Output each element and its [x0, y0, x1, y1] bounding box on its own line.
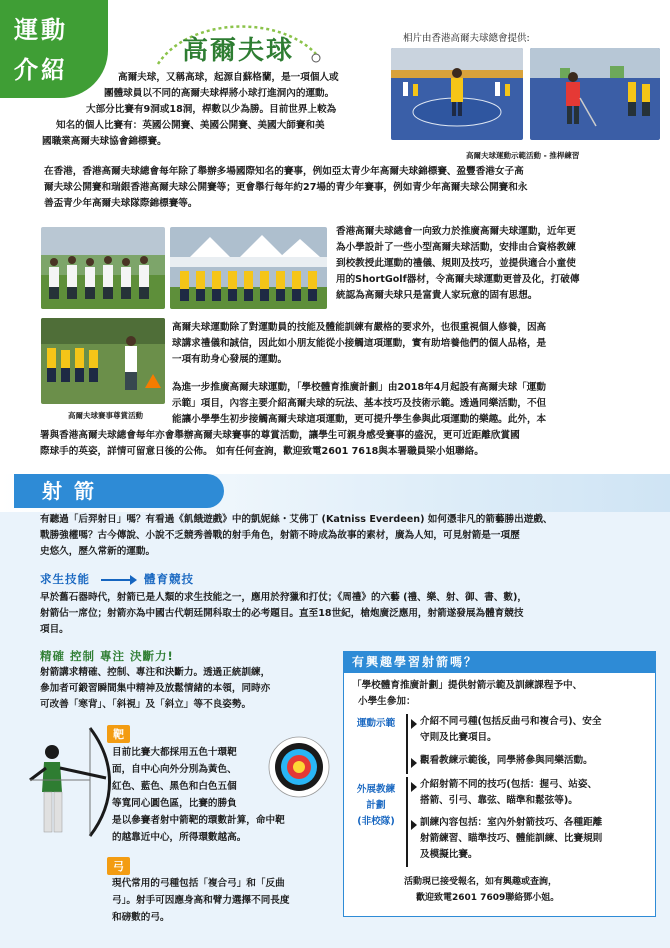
demo-label: 運動示範 — [356, 718, 396, 729]
golf-scheme-line-2: 示範」項目，內容主要介紹高爾夫球的玩法、基本技巧及技術示範。透過同樂活動，不但 — [172, 398, 547, 409]
golf-putting-photo-2 — [530, 48, 660, 140]
course-item2-line-3: 及模擬比賽。 — [420, 849, 478, 860]
bullet-arrow-icon — [411, 758, 417, 768]
survival-line-1: 早於舊石器時代，射箭已是人類的求生技能之一，應用於狩獵和打仗；《周禮》的六藝 (禮、樂、射、御、書、數)， — [40, 592, 527, 603]
golf-intro-line-4: 知名的個人比賽有：英國公開賽、美國公開賽、美國大師賽和美 — [56, 120, 325, 131]
demo-item-2: 觀看教練示範後，同學將參與同樂活動。 — [420, 755, 593, 766]
section-badge — [0, 0, 108, 98]
golf-promote-line-1: 香港高爾夫球總會一向致力於推廣高爾夫球運動，近年更 — [336, 226, 576, 237]
archery-target-icon — [268, 736, 330, 798]
golf-putting-photo-1 — [391, 48, 523, 140]
course-item-line-1: 介紹射箭不同的技巧(包括：握弓、站姿、 — [420, 779, 598, 790]
golf-scheme-line-1: 為進一步推廣高爾夫球運動，「學校體育推廣計劃」由2018年4月起設有高爾夫球「運動 — [172, 382, 546, 393]
course-bar — [406, 777, 408, 867]
golf-scheme-line-5: 際球手的英姿，詳情可留意日後的公佈。 如有任何查詢，歡迎致電2601 7618與本署職員梁小姐聯絡。 — [40, 446, 484, 457]
golf-promote-line-5: 統認為高爾夫球只是富貴人家玩意的固有思想。 — [336, 290, 538, 301]
photo-credit: 相片由香港高爾夫球總會提供: — [403, 33, 530, 44]
course-item-line-2: 搭箭、引弓、靠弦、瞄準和鬆弦等)。 — [420, 795, 578, 806]
course-label-line-1: 外展教練 — [356, 784, 396, 795]
golf-promote-line-3: 到校教授此運動的禮儀、規則及技巧，並提供適合小童使 — [336, 258, 576, 269]
skills-line-3: 可改善「寒背」、「斜視」及「斜立」等不良姿勢。 — [40, 699, 252, 710]
course-label-line-2: 計劃 — [366, 800, 386, 811]
bow-tag: 弓 — [107, 857, 130, 875]
target-line-6: 的越靠近中心，所得環數越高。 — [112, 832, 247, 843]
golf-promote-line-4: 用的ShortGolf器材，令高爾夫球運動更普及化，打破傳 — [336, 274, 580, 285]
archery-intro-line-2: 戰勝強權嗎？古今傳說、小說不乏競秀善戰的射手角色，射箭不時成為故事的素材，廣為人知，可見射箭是一項歷 — [40, 530, 520, 541]
golf-intro-line-3: 大部分比賽有9洞或18洞，桿數以少為勝。目前世界上較為 — [86, 104, 337, 115]
golf-scheme-line-3: 能讓小學學生初步接觸高爾夫球這項運動，更可提升學生參與此項運動的樂趣。此外，本 — [172, 414, 547, 425]
golf-title: 高爾夫球 — [182, 36, 295, 66]
golf-intro-line-5: 國職業高爾夫球協會錦標賽。 — [42, 136, 167, 147]
survival-heading-b: 體育競技 — [144, 572, 195, 586]
skills-line-2: 參加者可鍛習瞬間集中精神及放鬆情緒的本領，同時亦 — [40, 683, 271, 694]
interest-footer-line-1: 活動現已接受報名，如有興趣或查詢， — [404, 877, 558, 887]
survival-line-2: 射箭佔一席位；射箭亦為中國古代朝廷開科取士的必考題目。直至18世紀，槍炮廣泛應用，射箭遂發展為體育競技 — [40, 608, 524, 619]
golf-group-photo-1 — [41, 227, 165, 309]
golf-group-photo-2 — [170, 227, 327, 309]
course-item2-line-1: 訓練內容包括：室內外射箭技巧、各種距離 — [420, 817, 603, 828]
golf-etiquette-line-3: 一項有助身心發展的運動。 — [172, 354, 288, 365]
survival-heading — [40, 571, 194, 587]
target-line-1: 目前比賽大都採用五色十環靶 — [112, 747, 237, 758]
course-label-line-3: (非校隊) — [357, 816, 395, 827]
bow-line-3: 和磅數的弓。 — [112, 912, 170, 923]
interest-intro-line-1: 「學校體育推廣計劃」提供射箭示範及訓練課程予中、 — [352, 680, 583, 691]
target-tag: 靶 — [107, 725, 130, 743]
survival-heading-a: 求生技能 — [40, 572, 90, 586]
interest-box-heading: 有興趣學習射箭嗎？ — [344, 652, 655, 673]
arrow-right-icon — [101, 579, 135, 581]
badge-line2: 介紹 — [14, 56, 68, 84]
badge-line1: 運動 — [14, 16, 68, 44]
target-line-5: 是以參賽者射中箭靶的環數計算，命中靶 — [112, 815, 285, 826]
golf-respect-photo — [41, 318, 165, 404]
archery-title: 射箭 — [14, 474, 224, 508]
golf-intro-line-1: 高爾夫球，又稱高球，起源自蘇格蘭，是一項個人或 — [118, 72, 339, 83]
bow-line-1: 現代常用的弓種包括「複合弓」和「反曲 — [112, 878, 285, 889]
bullet-arrow-icon — [411, 820, 417, 830]
demo-bar — [406, 714, 408, 774]
interest-footer-line-2: 歡迎致電2601 7609聯絡鄧小姐。 — [416, 893, 560, 903]
course-item2-line-2: 射箭練習、瞄準技巧、體能訓練、比賽規則 — [420, 833, 603, 844]
demo-item-line-1: 介紹不同弓種(包括反曲弓和複合弓)、安全 — [420, 716, 602, 727]
bullet-arrow-icon — [411, 719, 417, 729]
bow-line-2: 弓」。射手可因應身高和臂力選擇不同長度 — [112, 895, 290, 906]
survival-line-3: 項目。 — [40, 624, 69, 635]
golf-hk-line-2: 爾夫球公開賽和瑞銀香港高爾夫球公開賽等；更會舉行每年約27場的青少年賽事，例如青少年高爾夫球公開賽和永 — [44, 182, 528, 193]
target-line-4: 等寬同心圓色區，比賽的勝負 — [112, 798, 237, 809]
golf-scheme-line-4: 署與香港高爾夫球總會每年亦會舉辦高爾夫球賽事的尊賞活動，讓學生可親身感受賽事的盛況，更可近距離欣賞國 — [40, 430, 520, 441]
skills-line-1: 射箭講求精確、控制、專注和決斷力。透過正統訓練， — [40, 667, 271, 678]
archery-intro-line-3: 史悠久，歷久常新的運動。 — [40, 546, 156, 557]
golf-hk-line-1: 在香港，香港高爾夫球總會每年除了舉辦多場國際知名的賽事，例如亞太青少年高爾夫球錦標賽、盈豐香港女子高 — [44, 166, 524, 177]
demo-item-line-2: 守則及比賽項目。 — [420, 732, 497, 743]
target-line-2: 面，自中心向外分別為黃色、 — [112, 764, 237, 775]
caption-demo: 高爾夫球運動示範活動 - 推桿練習 — [466, 151, 580, 160]
golf-etiquette-line-2: 球講求禮儀和誠信，因此如小朋友能從小接觸這項運動，實有助培養他們的個人品格，是 — [172, 338, 547, 349]
target-line-3: 紅色、藍色、黑色和白色五個 — [112, 781, 237, 792]
golf-promote-line-2: 為小學設計了一些小型高爾夫球活動，安排由合資格教練 — [336, 242, 576, 253]
golf-etiquette-line-1: 高爾夫球運動除了對運動員的技能及體能訓練有嚴格的要求外，也很重視個人修養，因高 — [172, 322, 547, 333]
golf-hk-line-3: 善盃青少年高爾夫球隊際錦標賽等。 — [44, 198, 198, 209]
interest-intro-line-2: 小學生參加： — [358, 696, 416, 707]
bullet-arrow-icon — [411, 782, 417, 792]
golf-intro-line-2: 團體球員以不同的高爾夫球桿將小球打進洞內的運動。 — [104, 88, 335, 99]
interest-box — [343, 651, 656, 917]
skills-heading: 精確 控制 專注 決斷力! — [40, 649, 174, 663]
caption-respect: 高爾夫球賽事尊賞活動 — [68, 411, 143, 420]
archer-illustration — [16, 722, 114, 842]
archery-intro-line-1: 有聽過「后羿射日」嗎？有看過《飢餓遊戲》中的凱妮絲・艾佛丁 (Katniss Everdeen) 如何憑非凡的箭藝勝出遊戲、 — [40, 514, 553, 525]
